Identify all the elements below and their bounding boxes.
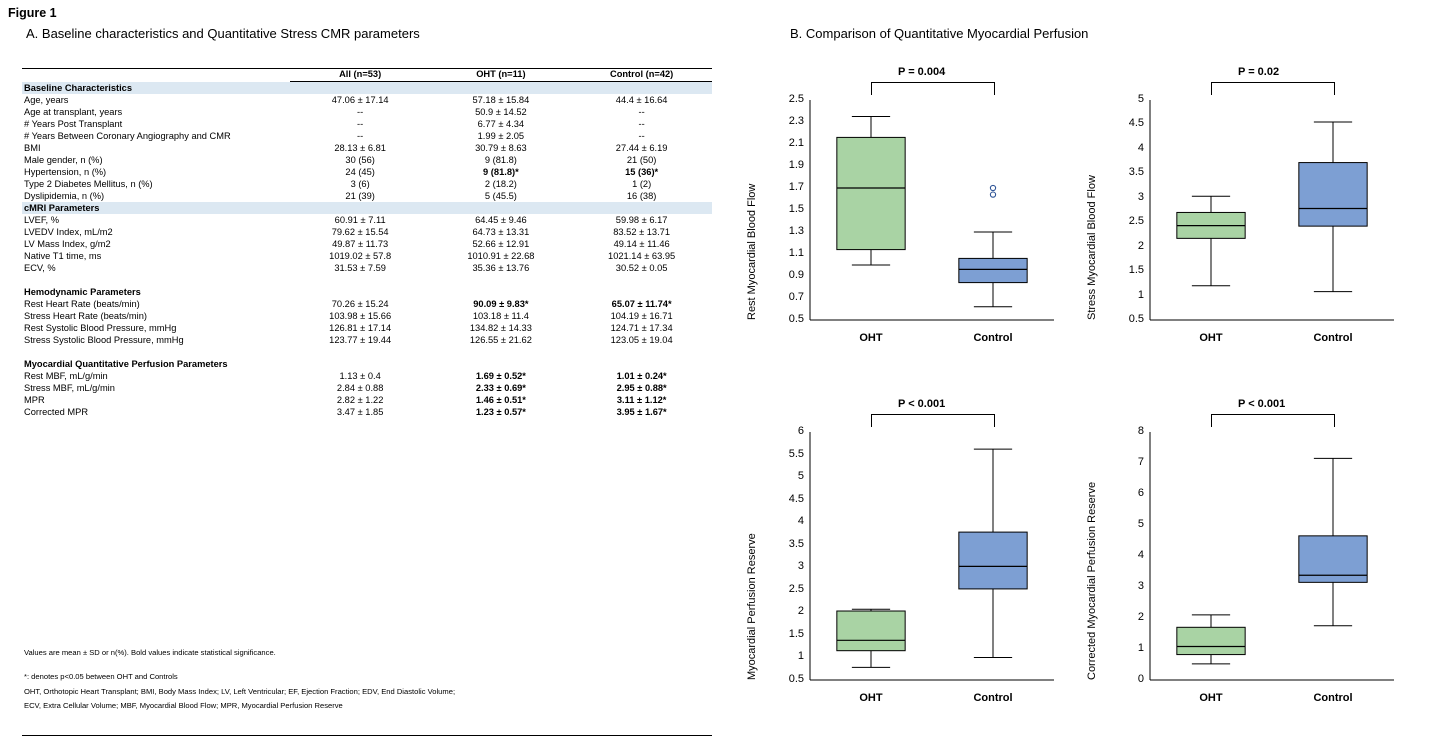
row-label: # Years Post Transplant [24, 118, 123, 129]
row-value [571, 346, 712, 358]
y-axis-tick: 6 [1137, 487, 1144, 499]
row-label: Hemodynamic Parameters [24, 286, 141, 297]
y-axis-tick: 1.5 [788, 203, 804, 215]
table-group-row [22, 286, 712, 298]
y-axis-tick: 2.5 [1128, 215, 1144, 228]
footnote-0: Values are mean ± SD or n(%). Bold values indicate statistical significance. [24, 648, 276, 657]
row-value: 15 (36)* [625, 166, 659, 177]
table-row [22, 334, 712, 346]
row-label: Myocardial Quantitative Perfusion Parameters [24, 358, 228, 369]
table-row [22, 166, 712, 178]
row-value: 123.77 ± 19.44 [329, 334, 392, 345]
row-value: 31.53 ± 7.59 [334, 262, 386, 273]
table-row [22, 226, 712, 238]
y-axis-tick: 3.5 [788, 537, 804, 550]
row-value: 30 (56) [345, 154, 375, 165]
table-footnotes [24, 646, 455, 714]
row-value: 1 (2) [632, 178, 652, 189]
row-value: 59.98 ± 6.17 [615, 214, 668, 225]
row-value: 30.79 ± 8.63 [475, 142, 527, 153]
column-header: OHT (n=11) [431, 68, 572, 82]
row-value: 16 (38) [626, 190, 657, 201]
row-value: 52.66 ± 12.91 [472, 238, 530, 249]
row-value: 24 (45) [345, 166, 375, 177]
row-value [431, 274, 572, 286]
row-label: ECV, % [24, 262, 56, 273]
table-row [22, 382, 712, 394]
y-axis-tick: 0.5 [788, 313, 804, 325]
row-label: Type 2 Diabetes Mellitus, n (%) [24, 178, 153, 189]
y-axis-tick: 3.5 [1128, 166, 1144, 179]
row-value: 28.13 ± 6.81 [334, 142, 386, 153]
row-value: 1.99 ± 2.05 [477, 130, 525, 141]
row-value [431, 346, 572, 358]
x-axis-category: Control [973, 692, 1013, 704]
row-value: 3.11 ± 1.12* [616, 394, 667, 405]
x-axis-category: Control [973, 332, 1013, 344]
y-axis-tick: 4 [797, 515, 804, 528]
row-value: 103.18 ± 11.4 [472, 310, 529, 321]
row-value: 27.44 ± 6.19 [615, 142, 668, 153]
row-label: Stress Systolic Blood Pressure, mmHg [24, 334, 184, 345]
row-value: 50.9 ± 14.52 [475, 106, 527, 117]
y-axis-tick: 0.5 [788, 673, 804, 685]
row-value: 1.46 ± 0.51* [475, 394, 526, 405]
y-axis-tick: 1.9 [788, 159, 804, 171]
table-row [22, 118, 712, 130]
row-label: Age at transplant, years [24, 106, 123, 117]
y-axis-tick: 2 [797, 605, 804, 618]
y-axis-tick: 3 [1137, 580, 1144, 592]
p-value-annotation: P = 0.02 [1238, 66, 1280, 78]
row-label: MPR [24, 394, 45, 405]
row-value: 2.33 ± 0.69* [475, 382, 526, 393]
row-value: 2.82 ± 1.22 [336, 394, 384, 405]
row-value: 47.06 ± 17.14 [331, 94, 389, 105]
row-value [431, 286, 572, 298]
row-value: 103.98 ± 15.66 [329, 310, 392, 321]
p-value-annotation: P < 0.001 [898, 398, 946, 410]
row-label: Rest Systolic Blood Pressure, mmHg [24, 322, 177, 333]
row-value [431, 202, 572, 214]
row-value: 83.52 ± 13.71 [613, 226, 671, 237]
row-value: -- [357, 106, 364, 117]
y-axis-tick: 1 [1137, 642, 1144, 654]
row-value: 6.77 ± 4.34 [477, 118, 525, 129]
chart-stress-myocardial-blood-flow [1080, 60, 1410, 360]
row-value: -- [638, 130, 645, 141]
boxplot-canvas [740, 390, 1070, 720]
row-value [290, 346, 431, 358]
row-label: LV Mass Index, g/m2 [24, 238, 111, 249]
y-axis-tick: 1.3 [788, 225, 804, 237]
y-axis-tick: 1 [1137, 288, 1144, 301]
row-label: Age, years [24, 94, 69, 105]
x-axis-category: OHT [1199, 332, 1223, 344]
table-section-row [22, 202, 712, 214]
y-axis-tick: 0 [1137, 673, 1144, 685]
row-value: 70.26 ± 15.24 [331, 298, 389, 309]
row-label: Corrected MPR [24, 406, 89, 417]
y-axis-tick: 2 [1137, 611, 1144, 623]
table-group-row [22, 358, 712, 370]
table-row [22, 178, 712, 190]
row-label: Hypertension, n (%) [24, 166, 107, 177]
y-axis-tick: 2 [1137, 239, 1144, 252]
row-value [290, 358, 431, 370]
p-value-annotation: P = 0.004 [898, 66, 946, 78]
table-row [22, 130, 712, 142]
row-label: cMRI Parameters [22, 202, 290, 214]
x-axis-category: OHT [1199, 692, 1223, 704]
row-value: 104.19 ± 16.71 [610, 310, 673, 321]
row-value: 134.82 ± 14.33 [469, 322, 532, 333]
table-row [22, 310, 712, 322]
row-value: 1.01 ± 0.24* [616, 370, 667, 381]
y-axis-label: Corrected Myocardial Perfusion Reserve [1086, 481, 1098, 680]
table-spacer-row [22, 346, 712, 358]
y-axis-tick: 0.9 [788, 269, 804, 281]
row-value: 64.45 ± 9.46 [475, 214, 527, 225]
y-axis-tick: 1.7 [788, 181, 804, 193]
table-row [22, 394, 712, 406]
table-spacer-row [22, 274, 712, 286]
column-header: Control (n=42) [571, 68, 712, 82]
row-value: 9 (81.8)* [483, 166, 519, 177]
row-value: 30.52 ± 0.05 [615, 262, 668, 273]
table-row [22, 106, 712, 118]
row-value: 49.87 ± 11.73 [332, 238, 389, 249]
x-axis-category: OHT [859, 692, 883, 704]
row-label: LVEDV Index, mL/m2 [24, 226, 113, 237]
y-axis-tick: 0.7 [788, 291, 804, 303]
table-row [22, 154, 712, 166]
row-value [290, 202, 431, 214]
row-value: 64.73 ± 13.31 [472, 226, 530, 237]
figure-label: Figure 1 [8, 6, 57, 20]
y-axis-tick: 2.3 [788, 115, 804, 127]
row-label: Stress Heart Rate (beats/min) [24, 310, 147, 321]
panel-b-title: B. Comparison of Quantitative Myocardial Perfusion [790, 26, 1089, 41]
row-value: 35.36 ± 13.76 [472, 262, 530, 273]
y-axis-tick: 5 [1137, 93, 1144, 105]
y-axis-tick: 1.1 [788, 247, 804, 259]
row-label: # Years Between Coronary Angiography and CMR [24, 130, 231, 141]
table-bottom-rule [22, 735, 712, 736]
row-value [290, 274, 431, 286]
row-value: 21 (50) [626, 154, 657, 165]
y-axis-tick: 7 [1137, 456, 1144, 468]
table-row [22, 322, 712, 334]
y-axis-tick: 4.5 [1128, 117, 1144, 130]
boxplot-canvas [1080, 390, 1410, 720]
y-axis-tick: 4 [1137, 141, 1144, 154]
y-axis-tick: 6 [797, 425, 804, 437]
boxplot-canvas [740, 60, 1070, 360]
row-value: 65.07 ± 11.74* [611, 298, 672, 309]
table-row [22, 190, 712, 202]
x-axis-category: Control [1313, 332, 1353, 344]
table-row [22, 142, 712, 154]
row-value [571, 358, 712, 370]
x-axis-category: Control [1313, 692, 1353, 704]
row-label: Male gender, n (%) [24, 154, 103, 165]
row-value [571, 286, 712, 298]
y-axis-tick: 0.5 [1128, 313, 1144, 325]
y-axis-tick: 8 [1137, 425, 1144, 437]
row-value: -- [638, 118, 645, 129]
row-value: 126.81 ± 17.14 [329, 322, 392, 333]
y-axis-tick: 2.5 [788, 93, 804, 105]
y-axis-tick: 4.5 [788, 492, 804, 505]
row-value [571, 202, 712, 214]
y-axis-tick: 1.5 [788, 627, 804, 640]
y-axis-tick: 5 [797, 470, 804, 483]
row-value: 1021.14 ± 63.95 [608, 250, 676, 261]
y-axis-label: Stress Myocardial Blood Flow [1086, 175, 1098, 320]
row-value: 57.18 ± 15.84 [472, 94, 530, 105]
y-axis-tick: 5.5 [788, 447, 804, 460]
table-row [22, 250, 712, 262]
y-axis-label: Rest Myocardial Blood Flow [746, 183, 758, 320]
row-label: Native T1 time, ms [24, 250, 102, 261]
y-axis-tick: 2.5 [788, 582, 804, 595]
panel-a-title: A. Baseline characteristics and Quantitative Stress CMR parameters [26, 26, 420, 41]
row-value: 49.14 ± 11.46 [613, 238, 670, 249]
chart-myocardial-perfusion-reserve [740, 390, 1070, 720]
y-axis-tick: 1.5 [1128, 264, 1144, 277]
row-label [22, 346, 290, 358]
y-axis-tick: 3 [1137, 190, 1144, 203]
row-value: -- [357, 130, 364, 141]
chart-rest-myocardial-blood-flow [740, 60, 1070, 360]
row-value: 2.95 ± 0.88* [616, 382, 667, 393]
row-label: BMI [24, 142, 41, 153]
table-header-row [22, 68, 712, 82]
row-value: 79.62 ± 15.54 [331, 226, 389, 237]
p-value-annotation: P < 0.001 [1238, 398, 1286, 410]
table-row [22, 370, 712, 382]
row-value: 3.47 ± 1.85 [336, 406, 384, 417]
row-value: 1019.02 ± 57.8 [329, 250, 392, 261]
row-label: Rest Heart Rate (beats/min) [24, 298, 140, 309]
y-axis-tick: 3 [797, 560, 804, 573]
boxplot-canvas [1080, 60, 1410, 360]
footnote-1: *: denotes p<0.05 between OHT and Controls [24, 672, 178, 682]
row-label: Baseline Characteristics [22, 82, 290, 94]
row-value: 2 (18.2) [484, 178, 517, 189]
row-label: Dyslipidemia, n (%) [24, 190, 105, 201]
row-value [571, 274, 712, 286]
row-value: 3.95 ± 1.67* [616, 406, 667, 417]
table-section-row [22, 82, 712, 94]
footnote-3: ECV, Extra Cellular Volume; MBF, Myocardial Blood Flow; MPR, Myocardial Perfusion Reserve [24, 701, 343, 711]
y-axis-label: Myocardial Perfusion Reserve [746, 533, 758, 680]
footnote-2: OHT, Orthotopic Heart Transplant; BMI, Body Mass Index; LV, Left Ventricular; EF, Ejection Fraction; EDV, End Diastolic Volume; [24, 686, 456, 696]
row-value: 1.69 ± 0.52* [475, 370, 526, 381]
row-value: 5 (45.5) [484, 190, 517, 201]
row-value: 3 (6) [350, 178, 370, 189]
row-value [571, 82, 712, 94]
row-value: 1.13 ± 0.4 [339, 370, 381, 381]
row-value: 44.4 ± 16.64 [615, 94, 668, 105]
row-value [431, 82, 572, 94]
row-label: Stress MBF, mL/g/min [24, 382, 115, 393]
row-value: 21 (39) [345, 190, 375, 201]
row-value [290, 82, 431, 94]
table-row [22, 298, 712, 310]
y-axis-tick: 5 [1137, 518, 1144, 530]
row-value: 1010.91 ± 22.68 [467, 250, 535, 261]
row-value: 126.55 ± 21.62 [469, 334, 532, 345]
row-value: 123.05 ± 19.04 [610, 334, 673, 345]
row-label [22, 274, 290, 286]
row-label: LVEF, % [24, 214, 59, 225]
chart-corrected-myocardial-perfusion-reserve [1080, 390, 1410, 720]
row-label: Rest MBF, mL/g/min [24, 370, 108, 381]
column-header [22, 68, 290, 82]
x-axis-category: OHT [859, 332, 883, 344]
row-value: 9 (81.8) [484, 154, 517, 165]
table-row [22, 94, 712, 106]
row-value: -- [638, 106, 645, 117]
table-row [22, 214, 712, 226]
row-value: 1.23 ± 0.57* [475, 406, 526, 417]
y-axis-tick: 4 [1137, 549, 1144, 561]
row-value [290, 286, 431, 298]
column-header: All (n=53) [290, 68, 431, 82]
y-axis-tick: 1 [797, 650, 804, 663]
row-value: 90.09 ± 9.83* [473, 298, 529, 309]
table-row [22, 406, 712, 418]
row-value: 124.71 ± 17.34 [610, 322, 673, 333]
row-value [431, 358, 572, 370]
row-value: 2.84 ± 0.88 [336, 382, 384, 393]
row-value: 60.91 ± 7.11 [334, 214, 386, 225]
row-value: -- [357, 118, 364, 129]
baseline-characteristics-table [22, 68, 722, 418]
table-row [22, 262, 712, 274]
y-axis-tick: 2.1 [788, 137, 804, 149]
table-row [22, 238, 712, 250]
